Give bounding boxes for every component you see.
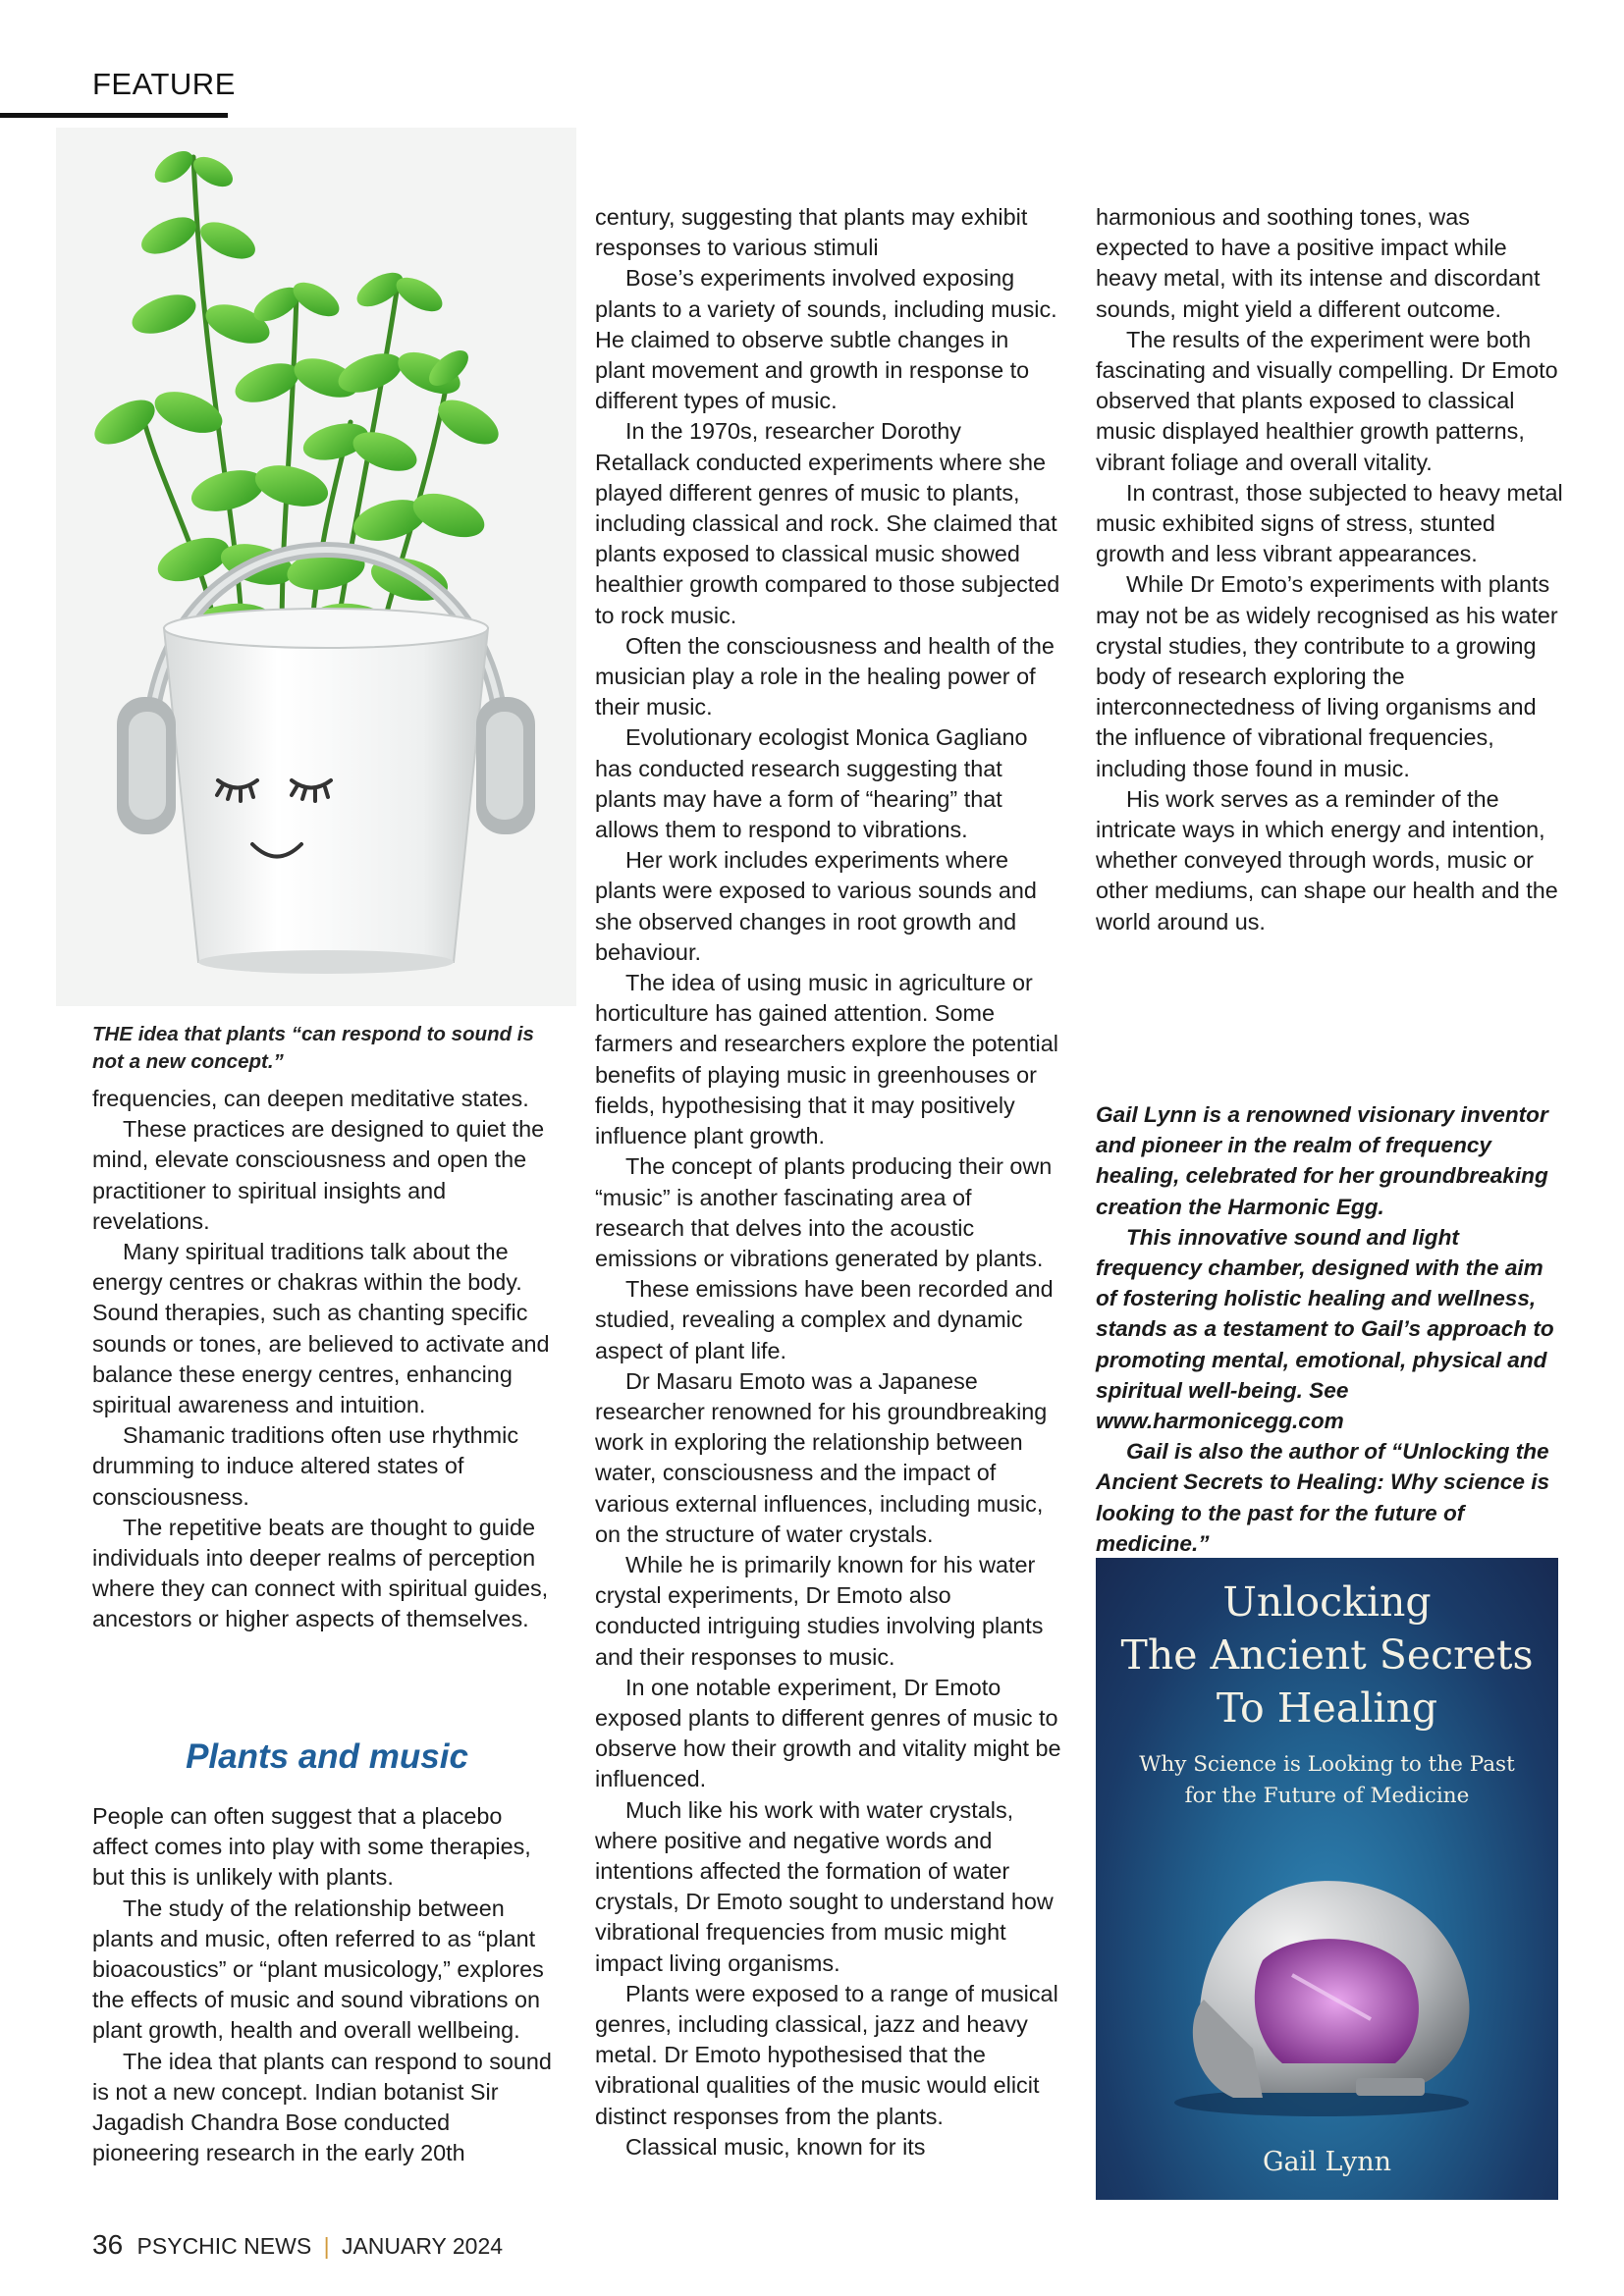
paragraph: While Dr Emoto’s experiments with plants may not be as widely recognised as his water crystal studies, they contribute to a growing body of research exploring the interconnectedness of living organisms and the influence of vibrational frequencies, including those found in music. bbox=[1096, 571, 1558, 781]
book-subtitle-line: Why Science is Looking to the Past bbox=[1139, 1752, 1515, 1777]
footer-separator: | bbox=[323, 2233, 330, 2259]
page-footer bbox=[92, 2229, 503, 2261]
book-title-line: To Healing bbox=[1216, 1684, 1438, 1732]
section-rule bbox=[0, 113, 228, 118]
column-2 bbox=[595, 202, 1061, 2163]
column-3 bbox=[1096, 202, 1563, 937]
paragraph: Her work includes experiments where plants were exposed to various sounds and she observed changes in root growth and behaviour. bbox=[595, 847, 1037, 965]
paragraph: Often the consciousness and health of the musician play a role in the healing power of their music. bbox=[595, 632, 1055, 721]
healing-chamber-illustration bbox=[1145, 1852, 1510, 2122]
author-bio bbox=[1096, 1099, 1565, 1559]
book-title-line: Unlocking bbox=[1222, 1578, 1432, 1626]
book-author: Gail Lynn bbox=[1262, 2147, 1391, 2177]
paragraph: These emissions have been recorded and studied, revealing a complex and dynamic aspect of plant life. bbox=[595, 1276, 1054, 1363]
paragraph: The idea that plants can respond to sound is not a new concept. Indian botanist Sir Jagadish Chandra Bose conducted pioneering research in the early 20th bbox=[92, 2048, 552, 2166]
publication-name: PSYCHIC NEWS bbox=[136, 2233, 312, 2259]
book-title-line: The Ancient Secrets bbox=[1120, 1631, 1534, 1679]
paragraph: The results of the experiment were both fascinating and visually compelling. Dr Emoto observed that plants exposed to classical music displayed healthier growth patterns, vibrant foliage and overall vitality. bbox=[1096, 326, 1558, 475]
bio-paragraph: Gail is also the author of “Unlocking the Ancient Secrets to Healing: Why science is looking to the past for the future of medicine.” bbox=[1096, 1439, 1550, 1556]
paragraph: In one notable experiment, Dr Emoto exposed plants to different genres of music to observe how their growth and vitality might be influenced. bbox=[595, 1674, 1061, 1792]
paragraph: Shamanic traditions often use rhythmic drumming to induce altered states of consciousness. bbox=[92, 1422, 519, 1510]
paragraph: In contrast, those subjected to heavy metal music exhibited signs of stress, stunted growth and less vibrant appearances. bbox=[1096, 479, 1563, 567]
photo-caption: THE idea that plants “can respond to sound is not a new concept.” bbox=[92, 1023, 534, 1073]
paragraph: The idea of using music in agriculture or horticulture has gained attention. Some farmers and researchers explore the potential benefits of playing music in greenhouses or fields, hypothesising that it may positively influence plant growth. bbox=[595, 970, 1058, 1149]
paragraph: frequencies, can deepen meditative states. bbox=[92, 1086, 529, 1111]
paragraph: The concept of plants producing their own “music” is another fascinating area of research that delves into the acoustic emissions or vibrations generated by plants. bbox=[595, 1153, 1053, 1271]
paragraph: Many spiritual traditions talk about the energy centres or chakras within the body. Sound therapies, such as chanting specific sounds or tones, are believed to activate and balance these energy centres, enhancing spiritual awareness and intuition. bbox=[92, 1239, 550, 1418]
paragraph: His work serves as a reminder of the intricate ways in which energy and intention, whether conveyed through words, music or other mediums, can shape our health and the world around us. bbox=[1096, 785, 1558, 934]
book-subtitle-line: for the Future of Medicine bbox=[1184, 1784, 1470, 1808]
paragraph: harmonious and soothing tones, was expected to have a positive impact while heavy metal, with its intense and discordant sounds, might yield a different outcome. bbox=[1096, 204, 1541, 322]
paragraph: Much like his work with water crystals, where positive and negative words and intentions affected the formation of water crystals, Dr Emoto sought to understand how vibrational frequencies from music might impact living organisms. bbox=[595, 1796, 1054, 1976]
paragraph: The repetitive beats are thought to guide individuals into deeper realms of perception where they can connect with spiritual guides, ancestors or higher aspects of themselves. bbox=[92, 1514, 549, 1632]
subheading: Plants and music bbox=[186, 1737, 468, 1776]
book-cover bbox=[1096, 1558, 1558, 2200]
issue-date: JANUARY 2024 bbox=[341, 2233, 504, 2259]
paragraph: In the 1970s, researcher Dorothy Retallack conducted experiments where she played different genres of music to plants, including classical and rock. She claimed that plants exposed to classical music showed healthier growth compared to those subjected to rock music. bbox=[595, 418, 1060, 628]
plant-with-headphones-photo bbox=[56, 128, 576, 1006]
bio-paragraph: This innovative sound and light frequency chamber, designed with the aim of fostering holistic healing and wellness, stands as a testament to Gail’s approach to promoting mental, emotional, physical and spiritual well-being. See www.harmonicegg.com bbox=[1096, 1224, 1554, 1434]
paragraph: While he is primarily known for his water crystal experiments, Dr Emoto also conducted intriguing studies involving plants and their responses to music. bbox=[595, 1551, 1044, 1670]
paragraph: Evolutionary ecologist Monica Gagliano has conducted research suggesting that plants may have a form of “hearing” that allows them to respond to vibrations. bbox=[595, 724, 1028, 843]
column-1-bottom bbox=[92, 1801, 562, 2168]
book-subtitle bbox=[1096, 1749, 1558, 1812]
bio-paragraph: Gail Lynn is a renowned visionary inventor and pioneer in the realm of frequency healing, celebrated for her groundbreaking creation the Harmonic Egg. bbox=[1096, 1102, 1548, 1219]
paragraph: century, suggesting that plants may exhibit responses to various stimuli bbox=[595, 204, 1028, 261]
paragraph: Dr Masaru Emoto was a Japanese researcher renowned for his groundbreaking work in exploring the relationship between water, consciousness and the impact of various external influences, including music, on the structure of water crystals. bbox=[595, 1367, 1048, 1547]
paragraph: The study of the relationship between plants and music, often referred to as “plant bioacoustics” or “plant musicology,” explores the effects of music and sound vibrations on plant growth, health and overall wellbeing. bbox=[92, 1895, 544, 2044]
paragraph: Classical music, known for its bbox=[625, 2133, 926, 2160]
section-label: FEATURE bbox=[92, 67, 236, 101]
book-title bbox=[1096, 1575, 1558, 1735]
column-1-top bbox=[92, 1084, 562, 1635]
paragraph: People can often suggest that a placebo affect comes into play with some therapies, but this is unlikely with plants. bbox=[92, 1803, 531, 1891]
page-number: 36 bbox=[92, 2229, 124, 2260]
paragraph: Plants were exposed to a range of musical genres, including classical, jazz and heavy metal. Dr Emoto hypothesised that the vibrational qualities of the music would elicit distinct responses from the plants. bbox=[595, 1980, 1058, 2129]
paragraph: These practices are designed to quiet the mind, elevate consciousness and open the practitioner to spiritual insights and revelations. bbox=[92, 1116, 545, 1234]
paragraph: Bose’s experiments involved exposing plants to a variety of sounds, including music. He claimed to observe subtle changes in plant movement and growth in response to different types of music. bbox=[595, 265, 1057, 414]
